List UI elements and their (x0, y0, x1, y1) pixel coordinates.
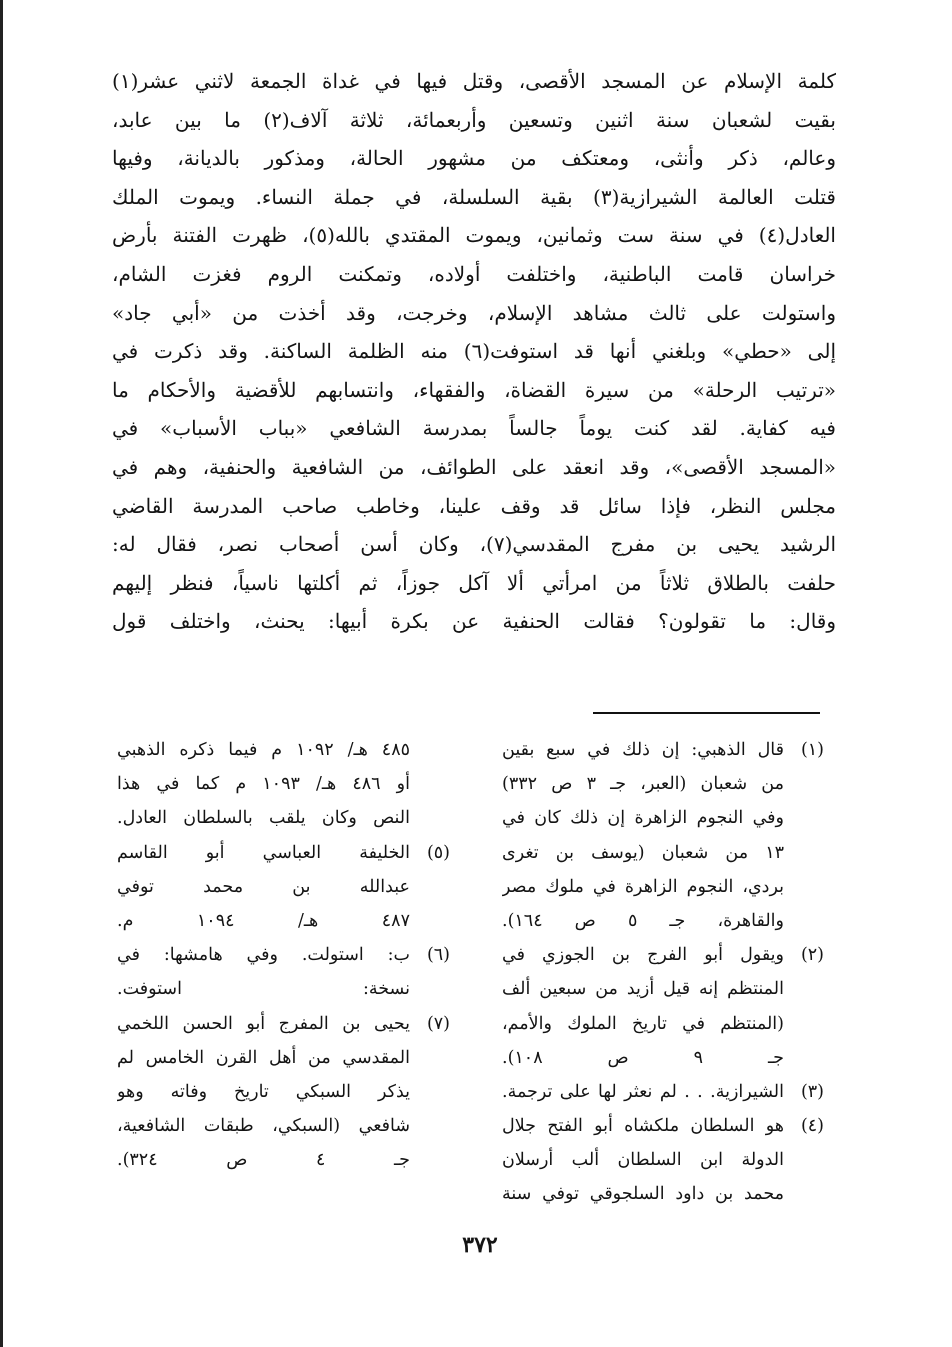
footnote-text: ١٣ من شعبان (يوسف بن تغرى (502, 842, 784, 863)
footnote-text: الدولة ابن السلطان ألب أرسلان (502, 1150, 784, 1171)
main-text-line: العادل(٤) في سنة ست وثمانين، ويموت المقتدي بالله(٥)، ظهرت الفتنة بأرض (112, 223, 836, 248)
footnote-number: (١) (800, 740, 824, 760)
footnote-line (117, 1007, 450, 1041)
footnote-number (784, 1007, 824, 1041)
footnote-number (410, 904, 450, 938)
footnote-line (117, 801, 450, 835)
footnote-number (784, 904, 824, 938)
footnote-line (502, 1177, 824, 1211)
footnote-line (117, 733, 450, 767)
footnote-number: (٢) (800, 945, 824, 966)
footnote-text: ٤٨٥ هـ/ ١٠٩٢ م فيما ذكره الذهبي (117, 740, 410, 760)
footnote-text: المقدسي من أهل القرن الخامس لم (117, 1047, 410, 1068)
footnote-line (502, 767, 824, 801)
main-text-line: مجلس النظر، فإذا سائل قد وقف علينا، وخاطب صاحب المدرسة القاضي (112, 493, 836, 518)
scan-border (0, 0, 3, 1347)
footnote-number (784, 870, 824, 904)
footnote-line (117, 767, 450, 801)
footnote-line (117, 938, 450, 972)
footnote-text: عبدالله بن محمد توفي (117, 876, 410, 897)
footnote-text: بردي، النجوم الزاهرة في ملوك مصر (502, 876, 784, 897)
main-text-line: خراسان قامت الباطنية، واختلفت أولاده، وتمكنت الروم فغزت الشام، (112, 261, 836, 286)
footnote-text: ويقول أبو الفرج بن الجوزي في (502, 945, 784, 966)
footnote-line (502, 1109, 824, 1143)
footnote-number (410, 767, 450, 801)
footnote-text: شافعي (السبكي، طبقات الشافعية، (117, 1116, 410, 1137)
main-text-line: «ترتيب الرحلة» من سيرة القضاة، والفقهاء، وانتسابهم للأقضية والأحكام ما (112, 377, 836, 402)
footnotes-left-column (117, 733, 450, 1177)
main-text-block (112, 62, 836, 641)
footnote-line (502, 1143, 824, 1177)
footnote-number (410, 1075, 450, 1109)
footnote-number (784, 1143, 824, 1177)
main-text-line: وقال: ما تقولون؟ فقالت الحنفية عن بكرة أبيها: يحنث، واختلف قول (112, 609, 836, 634)
footnote-number: (٤) (800, 1116, 824, 1137)
footnote-line (502, 870, 824, 904)
main-text-line: حلفت بالطلاق ثلاثاً من امرأتي ألا آكل جوزاً، ثم أكلتها ناسياً، فنظر إليهم (112, 570, 836, 595)
footnote-number (784, 1041, 824, 1075)
footnote-text: يذكر السبكي تاريخ وفاته وهو (117, 1081, 410, 1102)
footnote-line (117, 904, 450, 938)
footnote-line (502, 972, 824, 1006)
footnote-number: (٧) (426, 1013, 450, 1034)
main-text-line: كلمة الإسلام عن المسجد الأقصى، وقتل فيها في غداة الجمعة لاثني عشر(١) (112, 69, 836, 93)
footnote-number (784, 801, 824, 835)
main-text-line: «المسجد الأقصى»، وقد انعقد على الطوائف، من الشافعية والحنفية، وهم في (112, 454, 836, 479)
footnote-text: ٤٨٧ هـ/ ١٠٩٤ م. (117, 910, 410, 931)
main-text-line: فيه كفاية. لقد كنت يوماً جالساً بمدرسة الشافعي «بباب الأسباب» في (112, 416, 836, 441)
footnote-number (410, 1143, 450, 1177)
footnote-line (502, 938, 824, 972)
footnote-text: والقاهرة، جـ ٥ ص ١٦٤). (502, 910, 784, 931)
main-text-line: الرشيد يحيى بن مفرج المقدسي(٧)، وكان أسن أصحاب نصر، فقال له: (112, 532, 836, 557)
main-text-line: واستولت على ثالث مشاهد الإسلام، وخرجت، وقد أخذت من «أبي جاد» (112, 300, 836, 325)
footnote-line (502, 1075, 824, 1109)
footnote-line (117, 1143, 450, 1177)
footnote-line (117, 836, 450, 870)
main-text-line: قتلت العالمة الشيرازية(٣) بقية السلسلة، في جملة النساء. ويموت الملك (112, 184, 836, 209)
footnote-text: محمد بن داود السلجوقي توفي سنة (502, 1184, 784, 1205)
footnote-number: (٥) (426, 842, 450, 863)
footnote-number (410, 733, 450, 767)
footnote-text: وفي النجوم الزاهرة إن ذلك كان في (502, 808, 784, 829)
main-text-line: إلى «حطي» وبلغني أنها قد استوفت(٦) منه الظلمة الساكنة. وقد ذكرت في (112, 339, 836, 364)
footnote-text: أو ٤٨٦ هـ/ ١٠٩٣ م كما في هذا (117, 774, 410, 795)
footnote-text: جـ ٤ ص ٣٢٤). (117, 1150, 410, 1171)
footnote-text: جـ ٩ ص ١٠٨). (502, 1047, 784, 1068)
footnote-number (410, 870, 450, 904)
footnote-number: (٣) (800, 1081, 824, 1102)
footnote-number (410, 972, 450, 1006)
footnote-number (410, 1109, 450, 1143)
footnote-text: الخليفة العباسي أبو القاسم (117, 842, 410, 863)
footnote-text: هو السلطان ملكشاه أبو الفتح جلال (502, 1116, 784, 1137)
footnote-line (502, 1041, 824, 1075)
footnote-line (117, 972, 450, 1006)
footnote-line (117, 1075, 450, 1109)
footnote-text: يحيى بن المفرج أبو الحسن اللخمي (117, 1013, 410, 1034)
footnote-text: من شعبان (العبر، جـ ٣ ص ٣٣٢) (502, 774, 784, 795)
footnote-number (784, 1177, 824, 1211)
footnote-line (502, 836, 824, 870)
footnote-line (502, 1007, 824, 1041)
footnote-number (410, 1041, 450, 1075)
footnote-number (410, 801, 450, 835)
footnote-number (784, 767, 824, 801)
footnote-text: قال الذهبي: إن ذلك في سبع بقين (502, 740, 784, 760)
footnote-line (117, 1109, 450, 1143)
footnote-line (502, 801, 824, 835)
main-text-line: بقيت لشعبان سنة اثنين وتسعين وأربعمائة، ثلاثة آلاف(٢) ما بين عابد، (112, 107, 836, 132)
footnote-number (784, 836, 824, 870)
footnote-number (784, 972, 824, 1006)
footnote-text: نسخة: استوفت. (117, 979, 410, 1000)
main-text-line: وعالم، ذكر وأنثى، ومعتكف من مشهور الحالة، ومذكور بالديانة، وفيها (112, 146, 836, 171)
footnote-number: (٦) (426, 945, 450, 966)
footnote-line (502, 904, 824, 938)
footnote-separator (593, 712, 820, 714)
footnote-line (502, 733, 824, 767)
page-number: ٣٧٢ (462, 1232, 498, 1258)
footnote-text: النص وكان يلقب بالسلطان العادل. (117, 808, 410, 829)
footnotes-right-column (502, 733, 824, 1212)
footnote-text: الشيرازية. . . لم نعثر لها على ترجمة. (502, 1081, 784, 1102)
footnote-line (117, 1041, 450, 1075)
footnote-text: (المنتظم في تاريخ الملوك والأمم، (502, 1013, 784, 1034)
footnote-text: ب: استولت. وفي هامشها: في (117, 945, 410, 966)
footnote-text: المنتظم إنه قيل أزيد من سبعين ألف (502, 979, 784, 1000)
footnote-line (117, 870, 450, 904)
